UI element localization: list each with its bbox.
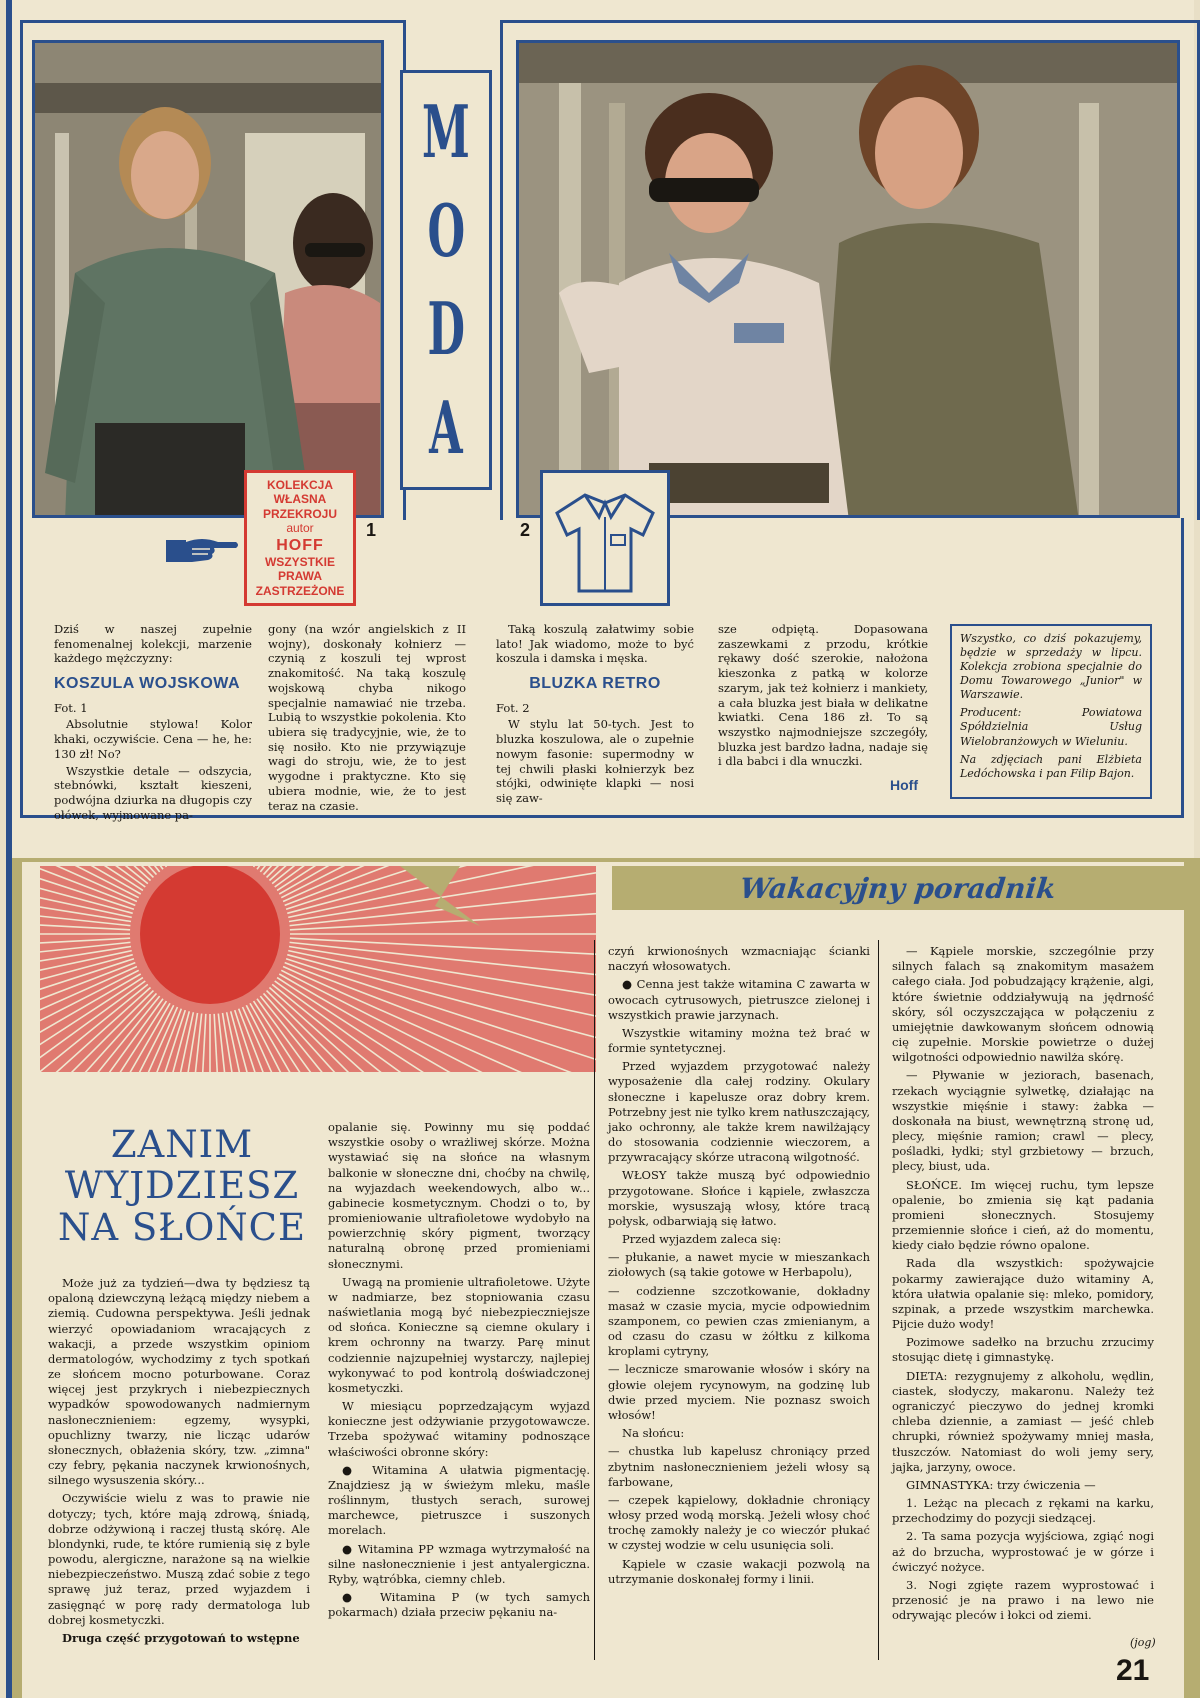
guide-c2-p5: ● Witamina PP wzmaga wytrzymałość na silne nasłonecznienie i jest antyalergiczna. Ryby, wątróbka, ciemny chleb. bbox=[328, 1541, 590, 1586]
collection-info-box bbox=[950, 624, 1152, 799]
info-models: Na zdjęciach pani Elżbieta Ledóchowska i pan Filip Bajon. bbox=[960, 752, 1142, 780]
info-sale: Wszystko, co dziś pokazujemy, będzie w sprzedaży w lipcu. Kolekcja zrobiona specjalnie do Domu Towarowego „Junior" w Warszawie. bbox=[960, 632, 1142, 702]
guide-column-3 bbox=[608, 944, 870, 1590]
badge-line-6: WSZYSTKIE bbox=[264, 554, 335, 569]
article-title bbox=[48, 1124, 316, 1248]
badge-line-7: PRAWA bbox=[277, 569, 322, 584]
fashion-intro: Dziś w naszej zupełnie fenomenalnej kolekcji, marzenie każdego mężczyzny: bbox=[54, 622, 252, 666]
page-number: 21 bbox=[1116, 1654, 1150, 1687]
guide-c3-p10: Na słońcu: bbox=[622, 1426, 685, 1441]
guide-c4-p6: DIETA: rezygnujemy z alkoholu, wędlin, ciastek, słodyczy, makaronu. Należy też ograniczyć pieczywo do jednej kromki chleba dziennie, a zamiast — jeść chleb chrupki, również spożywamy mniej masła, tłuszczów. Natomiast do woli jemy sery, jajka, jarzyny, owoce. bbox=[892, 1368, 1154, 1474]
photo-military-shirt bbox=[32, 40, 384, 518]
photo-ref-2: Fot. 2 bbox=[496, 700, 530, 715]
badge-line-2: WŁASNA bbox=[273, 492, 327, 507]
title-line-1: ZANIM bbox=[110, 1123, 254, 1166]
guide-c3-p9: — lecznicze smarowanie włosów i skóry na głowie olejem rycynowym, na godzinę lub dwie przed myciem. Nie poznasz swoich włosów! bbox=[608, 1362, 870, 1422]
author-signature: Hoff bbox=[890, 777, 918, 793]
figure-number-1: 1 bbox=[366, 520, 377, 540]
guide-c3-p4: Przed wyjazdem przygotować należy wyposażenie dla całej rodziny. Okulary słoneczne i kapelusze oraz dobry krem. Potrzebny jest nie tylko krem natłuszczający, jako ochronny, ale także krem nawilżający do stosowania codziennie wieczorem, a przywracający skórze utraconą wilgotność. bbox=[608, 1059, 870, 1165]
guide-c2-p6: ● Witamina P (w tych samych pokarmach) działa przeciw pękaniu na- bbox=[328, 1590, 590, 1620]
fashion-column-1 bbox=[54, 622, 252, 824]
guide-c3-p6: Przed wyjazdem zaleca się: bbox=[622, 1232, 782, 1247]
guide-c4-p9: 2. Ta sama pozycja wyjściowa, zgiąć nogi aż do brzucha, wyprostować je w górze i ćwiczyć nożyce. bbox=[892, 1529, 1154, 1574]
sun-illustration bbox=[40, 866, 596, 1072]
moda-letter-m: M bbox=[422, 89, 470, 175]
article-title-block bbox=[48, 1100, 316, 1658]
guide-c4-p10: 3. Nogi zgięte razem wyprostować i przenosić je na prawo i na lewo nie odrywając pleców i łokci od ziemi. bbox=[892, 1577, 1154, 1623]
guide-c1-p1: Może już za tydzień—dwa ty będziesz tą opaloną dziewczyną leżącą między niebem a ziemią. Cudowna perspektywa. Jeśli jednak wierzyć opowiadaniom wracających z wakacji, a przede wszystkim opiniom dermatologów, wychodzimy z tych spotkań ze słońcem mocno poturbowane. Coraz więcej jest przykrych i niebezpiecznych wypadków spowodowanych nadmiernym nasłonecznieniem: egzemy, wysypki, opuchlizny twarzy, nie licząc udarów słonecznych, obłażenia skóry, tzw. „zimna" czy febry, pękania naczynek krwionośnych, silnego wysuszenia skóry... bbox=[48, 1276, 310, 1488]
badge-line-4: autor bbox=[286, 521, 314, 536]
guide-c4-p3: SŁOŃCE. Im więcej ruchu, tym lepsze opalenie, bo zmienia się kąt padania promieni słonecznych. Stosujemy przemiennie słońce i cień, aż do momentu, kiedy ciało będzie równo opalone. bbox=[892, 1177, 1154, 1253]
photo-1-illustration bbox=[35, 43, 384, 518]
guide-c4-p5: Pozimowe sadełko na brzuchu zrzucimy stosując dietę i gimnastykę. bbox=[892, 1335, 1154, 1365]
guide-c3-p13: Kąpiele w czasie wakacji pozwolą na utrzymanie doskonałej formy i linii. bbox=[608, 1556, 870, 1586]
military-shirt-p2: Wszystkie detale — odszycia, stebnówki, kształt kieszeni, podwójna dziurka na długopis czy ołówek, wyjmowane pa- bbox=[54, 763, 252, 822]
heading-retro-blouse: BLUZKA RETRO bbox=[529, 675, 661, 693]
fashion-column-4 bbox=[718, 622, 928, 771]
section-title-bar bbox=[612, 866, 1184, 910]
military-shirt-p1: Absolutnie stylowa! Kolor khaki, oczywiście. Cena — he, he: 130 zł! No? bbox=[54, 717, 252, 761]
retro-blouse-p2: sze odpiętą. Dopasowana zaszewkami z przodu, krótkie rękawy dość szerokie, nałożona kieszonka z patką w kolorze szarym, jak też kołnierz i mankiety, a cała bluzka jest biała w delikatne kwiatki. Cena 186 zł. To są wszystko najmodniejsze szczegóły, bluzka jest bardzo ładna, nadaje się i dla babci i dla wnuczki. bbox=[718, 622, 928, 769]
guide-c3-p12: — czepek kąpielowy, dokładnie chroniący włosy przed wodą morską. Jeżeli włosy choć trochę zamokły należy je co wieczór płukać w czystej wodzie w celu usunięcia soli. bbox=[608, 1492, 870, 1553]
fashion-column-2 bbox=[268, 622, 466, 815]
badge-line-8: ZASTRZEŻONE bbox=[255, 583, 345, 598]
guide-c1-p3: Druga część przygotowań to wstępne bbox=[62, 1630, 300, 1645]
badge-line-3: PRZEKROJU bbox=[262, 506, 337, 521]
badge-line-1: KOLEKCJA bbox=[266, 478, 333, 493]
guide-c3-p2: ● Cenna jest także witamina C zawarta w owocach cytrusowych, pietruszce zielonej i wszystkich prawie jarzynach. bbox=[608, 977, 870, 1022]
guide-c4-p8: 1. Leżąc na plecach z rękami na karku, przechodzimy do pozycji siedzącej. bbox=[892, 1496, 1154, 1526]
guide-c3-p11: — chustka lub kapelusz chroniący przed zbytnim nasłonecznieniem jeżeli włosy są farbowane, bbox=[608, 1444, 870, 1489]
military-shirt-p4: Taką koszulą załatwimy sobie lato! Jak wiadomo, może to być koszula i damska i męska. bbox=[496, 622, 694, 666]
guide-c2-p4: ● Witamina A ułatwia pigmentację. Znajdziesz ją w świeżym mleku, maśle roślinnym, tłustych serach, surowej marchewce, pietruszce i suszonych morelach. bbox=[328, 1462, 590, 1538]
moda-letter-o: O bbox=[427, 187, 465, 273]
guide-c3-p8: — codzienne szczotkowanie, dokładny masaż w czasie mycia, mycie odpowiednim szamponem, co pewien czas zmienianym, a od czasu do czasu w żółtku z kilkoma kroplami cytryny, bbox=[608, 1283, 870, 1359]
military-shirt-p3: gony (na wzór angielskich z II wojny), doskonały kołnierz — czynią z koszuli tej wprost znakomitość. Na taką koszulę wojskową chyba nikogo specjalnie namawiać nie trzeba. Lubią to wszystkie pokolenia. Kto ubiera się tradycyjnie, wie, że to się nosiło. Kto nie przywiązuje wagi do stroju, wie, że to jest wygodne i praktyczne. Kto się ubiera modnie, wie, że to jest teraz na czasie. bbox=[268, 622, 466, 813]
guide-column-1 bbox=[48, 1276, 310, 1649]
retro-blouse-p1: W stylu lat 50-tych. Jest to bluzka koszulowa, ale o zupełnie nowym fasonie: supermodny w tej chwili płaski kołnierzyk bez stójki, odwinięte klapki — nosi się zaw- bbox=[496, 717, 694, 805]
guide-c3-p3: Wszystkie witaminy można też brać w formie syntetycznej. bbox=[608, 1025, 870, 1056]
guide-c3-p5: WŁOSY także muszą być odpowiednio przygotowane. Słońce i kąpiele, zwłaszcza morskie, wysuszają włosy, które tracą połysk, odbarwiają się łatwo. bbox=[608, 1168, 870, 1228]
guide-c4-p2: — Pływanie w jeziorach, basenach, rzekach wyciągnie sylwetkę, działając na wszystkie mięśnie i stawy: żabka — doskonała na biust, wewnętrzną stronę ud, plecy, mięśnie ramion; crawl — plecy, pośladki, łydki; styl grzbietowy — brzuch, plecy, biust, uda. bbox=[892, 1068, 1154, 1174]
moda-vertical-title bbox=[400, 70, 492, 490]
guide-c2-p3: W miesiącu poprzedzającym wyjazd konieczne jest odżywianie przygotowawcze. Trzeba spożywać witaminy podnoszące właściwości obronne skóry: bbox=[328, 1399, 590, 1459]
fashion-column-3 bbox=[496, 622, 694, 808]
guide-c4-p4: Rada dla wszystkich: spożywajcie pokarmy zawierające dużo witaminy A, która ułatwia opalanie się: mleko, pomidory, szpinak, a przede wszystkim marchewka. Pijcie dużo wody! bbox=[892, 1256, 1154, 1332]
guide-c4-p7: GIMNASTYKA: trzy ćwiczenia — bbox=[906, 1477, 1096, 1492]
column-rule-1 bbox=[594, 940, 595, 1660]
sun-rays-graphic bbox=[40, 866, 596, 1072]
title-line-3: NA SŁOŃCE bbox=[58, 1205, 306, 1249]
badge-line-5: HOFF bbox=[276, 536, 324, 554]
guide-c3-p1: czyń krwionośnych wzmacniając ścianki naczyń włosowatych. bbox=[608, 944, 870, 974]
moda-letter-d: D bbox=[427, 286, 465, 372]
moda-letter-a: A bbox=[429, 384, 463, 470]
guide-c2-p2: Uwagą na promienie ultrafioletowe. Użyte w nadmiarze, bez stopniowania czasu naświetlania mogą być niebezpieczniejsze od słońca. Konieczne są ciemne okulary i krem ochronny na twarzy. Parę minut codziennie najzupełniej wystarczy, najlepiej wykonywać to pod kontrolą doświadczonej kosmetyczki. bbox=[328, 1274, 590, 1395]
photo-2-illustration bbox=[519, 43, 1180, 518]
photo-ref-1: Fot. 1 bbox=[54, 700, 88, 715]
guide-column-4 bbox=[892, 944, 1154, 1626]
guide-column-2 bbox=[328, 1120, 590, 1624]
info-producer: Producent: Powiatowa Spółdzielnia Usług Wielobranżowych w Wieluniu. bbox=[960, 706, 1142, 748]
figure-number-2: 2 bbox=[520, 520, 531, 540]
guide-c2-p1: opalanie się. Powinny mu się poddać wszystkie osoby o wrażliwej skórze. Można wystawiać się na słońce na własnym balkonie w słoneczne dni, choćby na chwilę, na wyjazdach weekendowych, albo w... gabinecie kosmetycznym. Chodzi o to, by promieniowanie ultrafioletowe wydobyło na powierzchnię skóry pigment, tworzący naturalną obronę przed promieniami słonecznymi. bbox=[328, 1120, 590, 1271]
guide-c4-p1: — Kąpiele morskie, szczególnie przy silnych falach są znakomitym masażem całego ciała. Jod pobudzający krążenie, algi, które świetnie oddziaływują na jędrność skóry, sól oczyszczająca w połączeniu z umiejętnie dawkowanym słońcem odnowią cię zupełnie. Morskie powietrze o dużej wilgotności odpowiednio nawilża skórę. bbox=[892, 944, 1154, 1065]
heading-military-shirt: KOSZULA WOJSKOWA bbox=[54, 675, 241, 693]
photo-retro-blouse bbox=[516, 40, 1180, 518]
title-line-2: WYJDZIESZ bbox=[64, 1164, 300, 1208]
guide-c3-p7: — płukanie, a nawet mycie w mieszankach ziołowych (są takie gotowe w Herbapolu), bbox=[608, 1250, 870, 1280]
column-rule-2 bbox=[878, 940, 879, 1660]
guide-c1-p2: Oczywiście wielu z was to prawie nie dotyczy; tych, które mają zdrową, śniadą, dobrze odżywioną i raczej tłustą skórę. Ale blondynki, rude, te które rumienią się z byle powodu, alergiczne, narażone są na wielkie niebezpieczeństwo. Muszą zdać sobie z tego sprawę już teraz, przed wyjazdem i zasięgnąć w porę rady dermatologa lub dobrej kosmetyczki. bbox=[48, 1491, 310, 1627]
section-title: Wakacyjny poradnik bbox=[738, 871, 1058, 905]
magazine-page bbox=[6, 0, 1194, 1698]
guide-signature: (jog) bbox=[1130, 1636, 1156, 1649]
